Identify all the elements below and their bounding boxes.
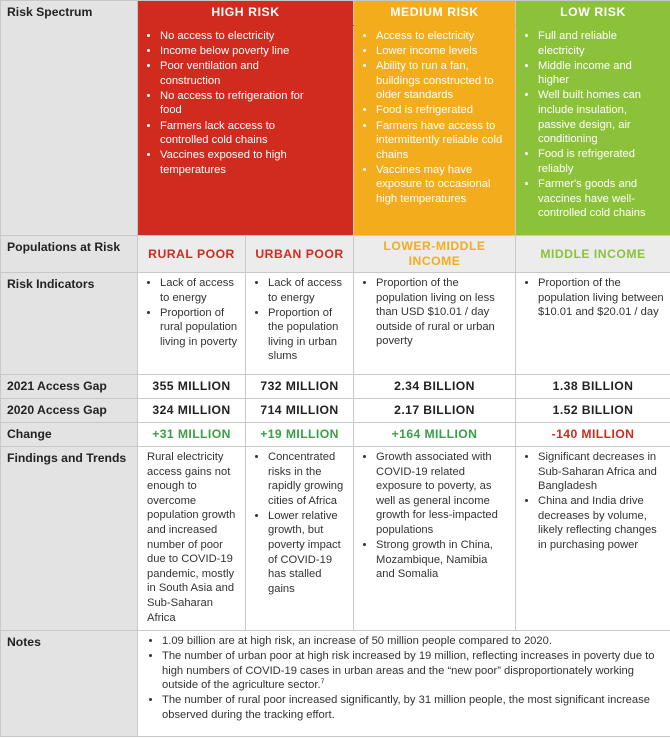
low-risk-list-cell: [516, 26, 670, 236]
gap-2020-rural: 324 MILLION: [138, 399, 246, 423]
list-item: • Well built homes can include insulation, passive design, air conditioning: [538, 88, 664, 146]
notes-list: [142, 634, 664, 723]
gap-2021-lower-middle: 2.34 BILLION: [354, 375, 516, 399]
list-item: • No access to refrigeration for food: [160, 89, 319, 118]
list-item: • Vaccines may have exposure to occasional high temperatures: [376, 163, 509, 207]
list-item: • Lack of access to energy: [160, 276, 239, 305]
middle-indicators-list: [522, 276, 664, 320]
risk-indicators-label: Risk Indicators: [1, 273, 138, 375]
urban-findings-list: [252, 450, 347, 596]
middle-findings-cell: [516, 447, 670, 631]
list-item: • Lack of access to energy: [268, 276, 347, 305]
gap-2021-rural: 355 MILLION: [138, 375, 246, 399]
list-item: • Strong growth in China, Mozambique, Namibia and Somalia: [376, 538, 509, 582]
list-item: • Farmers lack access to controlled cold chains: [160, 119, 319, 148]
list-item: • Full and reliable electricity: [538, 29, 664, 58]
gap-2020-urban: 714 MILLION: [246, 399, 354, 423]
rural-poor-header: RURAL POOR: [138, 236, 246, 273]
list-item: • Ability to run a fan, buildings constructed to older standards: [376, 59, 509, 103]
list-item: • Income below poverty line: [160, 44, 319, 59]
lower-middle-indicators-cell: [354, 273, 516, 375]
change-lower-middle: +164 MILLION: [354, 423, 516, 447]
list-item: • Growth associated with COVID-19 related exposure to poverty, as well as general income growth for less-impacted populations: [376, 450, 509, 538]
notes-label: Notes: [1, 631, 138, 737]
list-item: • Proportion of the population living on less than USD $10.01 / day outside of rural or urban poverty: [376, 276, 509, 349]
medium-risk-header: MEDIUM RISK: [354, 1, 516, 26]
note-text: The number of urban poor at high risk increased by 19 million, reflecting increases in poverty due to high numbers of COVID-19 cases in urban areas and the “new poor” disproportionately working outside of the agriculture sector.: [162, 650, 655, 692]
lower-middle-findings-cell: [354, 447, 516, 631]
footnote-marker: 7: [320, 678, 325, 686]
rural-findings: Rural electricity access gains not enough to overcome population growth and increased number of poor due to COVID-19 pandemic, mostly in South Asia and Sub-Saharan Africa: [138, 447, 246, 631]
low-risk-list: [522, 29, 664, 221]
list-item: • Lower income levels: [376, 44, 509, 59]
gap-2021-middle: 1.38 BILLION: [516, 375, 670, 399]
list-item: • Middle income and higher: [538, 59, 664, 88]
medium-risk-list: [360, 29, 509, 207]
lower-middle-indicators-list: [360, 276, 509, 349]
low-risk-header: LOW RISK: [516, 1, 670, 26]
middle-income-header: MIDDLE INCOME: [516, 236, 670, 273]
lower-middle-income-header: LOWER-MIDDLE INCOME: [354, 236, 516, 273]
gap-2020-middle: 1.52 BILLION: [516, 399, 670, 423]
risk-spectrum-label: Risk Spectrum: [1, 1, 138, 236]
gap-2020-lower-middle: 2.17 BILLION: [354, 399, 516, 423]
list-item: • Proportion of the population living between $10.01 and $20.01 / day: [538, 276, 664, 320]
urban-findings-cell: [246, 447, 354, 631]
lower-middle-findings-list: [360, 450, 509, 582]
change-rural: +31 MILLION: [138, 423, 246, 447]
change-urban: +19 MILLION: [246, 423, 354, 447]
list-item: • Access to electricity: [376, 29, 509, 44]
list-item: • Proportion of rural population living in poverty: [160, 306, 239, 350]
list-item: • No access to electricity: [160, 29, 319, 44]
list-item: • Significant decreases in Sub-Saharan Africa and Bangladesh: [538, 450, 664, 494]
note-item: • The number of rural poor increased significantly, by 31 million people, the most significant increase observed during the tracking effort.: [162, 693, 664, 722]
middle-findings-list: [522, 450, 664, 553]
notes-cell: [138, 631, 670, 737]
gap-2021-urban: 732 MILLION: [246, 375, 354, 399]
list-item: • Vaccines exposed to high temperatures: [160, 148, 319, 177]
list-item: • Farmers have access to intermittently reliable cold chains: [376, 119, 509, 163]
list-item: • Food is refrigerated: [376, 103, 509, 118]
gap-2020-label: 2020 Access Gap: [1, 399, 138, 423]
list-item: • Food is refrigerated reliably: [538, 147, 664, 176]
list-item: • China and India drive decreases by volume, likely reflecting changes in purchasing power: [538, 494, 664, 552]
high-risk-header: HIGH RISK: [138, 1, 354, 26]
urban-poor-header: URBAN POOR: [246, 236, 354, 273]
high-risk-list: [144, 29, 347, 177]
list-item: • Lower relative growth, but poverty impact of COVID-19 has stalled gains: [268, 509, 347, 597]
list-item: • Concentrated risks in the rapidly growing cities of Africa: [268, 450, 347, 508]
rural-indicators-list: [144, 276, 239, 349]
findings-label: Findings and Trends: [1, 447, 138, 631]
change-middle: -140 MILLION: [516, 423, 670, 447]
high-risk-list-cell: [138, 26, 354, 236]
list-item: • Farmer's goods and vaccines have well-controlled cold chains: [538, 177, 664, 221]
medium-risk-list-cell: [354, 26, 516, 236]
urban-indicators-cell: [246, 273, 354, 375]
rural-indicators-cell: [138, 273, 246, 375]
note-item: • 1.09 billion are at high risk, an increase of 50 million people compared to 2020.: [162, 634, 664, 649]
gap-2021-label: 2021 Access Gap: [1, 375, 138, 399]
middle-indicators-cell: [516, 273, 670, 375]
urban-indicators-list: [252, 276, 347, 364]
note-item: [162, 649, 664, 693]
change-label: Change: [1, 423, 138, 447]
list-item: • Poor ventilation and construction: [160, 59, 319, 88]
list-item: • Proportion of the population living in urban slums: [268, 306, 347, 364]
populations-label: Populations at Risk: [1, 236, 138, 273]
